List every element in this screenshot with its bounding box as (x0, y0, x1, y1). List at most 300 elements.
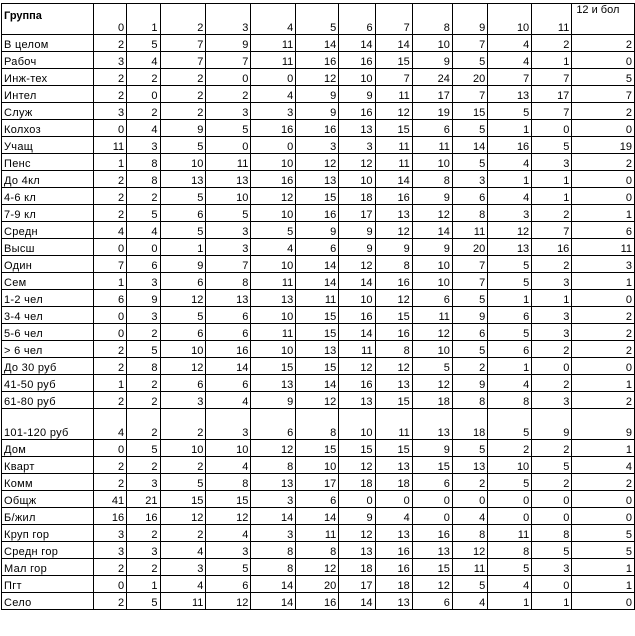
table-row (2, 341, 635, 358)
table-cell: 13 (251, 375, 296, 392)
table-cell: 12 (412, 205, 452, 222)
table-cell: 13 (375, 457, 412, 474)
table-cell: 16 (206, 341, 251, 358)
column-header: 12 и бол (572, 4, 635, 35)
table-cell: 15 (339, 440, 375, 457)
table-cell: 1 (160, 239, 206, 256)
table-cell: 16 (251, 171, 296, 188)
table-cell: 2 (160, 103, 206, 120)
table-cell: 15 (412, 559, 452, 576)
column-header: 11 (532, 4, 572, 35)
table-cell: 10 (412, 256, 452, 273)
table-cell: 2 (572, 341, 635, 358)
table-cell: 11 (452, 559, 487, 576)
table-cell: 7 (206, 256, 251, 273)
table-cell: 10 (339, 290, 375, 307)
table-cell: 11 (375, 409, 412, 440)
table-cell: 13 (160, 171, 206, 188)
table-cell: 7 (532, 222, 572, 239)
row-label: > 6 чел (2, 341, 94, 358)
row-label: Колхоз (2, 120, 94, 137)
table-cell: 16 (375, 188, 412, 205)
table-row (2, 392, 635, 409)
table-cell: 11 (160, 593, 206, 610)
table-row (2, 508, 635, 525)
table-cell: 0 (127, 86, 160, 103)
row-label: Общж (2, 491, 94, 508)
table-cell: 5 (572, 542, 635, 559)
table-cell: 3 (532, 273, 572, 290)
table-cell: 12 (339, 457, 375, 474)
table-cell: 12 (412, 375, 452, 392)
row-label: Сем (2, 273, 94, 290)
table-cell: 5 (452, 154, 487, 171)
table-cell: 4 (488, 188, 532, 205)
row-label: Б/жил (2, 508, 94, 525)
table-cell: 3 (93, 103, 126, 120)
table-row (2, 273, 635, 290)
table-cell: 14 (296, 256, 339, 273)
table-cell: 0 (412, 508, 452, 525)
table-row (2, 137, 635, 154)
table-cell: 2 (572, 307, 635, 324)
table-cell: 15 (375, 440, 412, 457)
row-label: Высш (2, 239, 94, 256)
table-cell: 20 (452, 239, 487, 256)
table-cell: 3 (488, 205, 532, 222)
table-cell: 2 (532, 205, 572, 222)
column-header: 4 (251, 4, 296, 35)
row-label: Кварт (2, 457, 94, 474)
table-cell: 0 (93, 324, 126, 341)
table-cell: 11 (488, 525, 532, 542)
table-cell: 19 (412, 103, 452, 120)
table-cell: 14 (251, 576, 296, 593)
table-cell: 8 (375, 256, 412, 273)
table-cell: 4 (452, 508, 487, 525)
table-cell: 4 (127, 52, 160, 69)
table-cell: 13 (339, 542, 375, 559)
table-cell: 16 (532, 239, 572, 256)
table-cell: 2 (127, 103, 160, 120)
table-row (2, 103, 635, 120)
table-cell: 1 (488, 593, 532, 610)
table-cell: 3 (452, 171, 487, 188)
table-cell: 2 (206, 86, 251, 103)
table-cell: 5 (488, 559, 532, 576)
row-label: До 30 руб (2, 358, 94, 375)
row-label: Один (2, 256, 94, 273)
row-label: 7-9 кл (2, 205, 94, 222)
table-cell: 2 (572, 35, 635, 52)
table-cell: 0 (532, 508, 572, 525)
table-cell: 13 (251, 474, 296, 491)
table-cell: 2 (452, 358, 487, 375)
table-row (2, 52, 635, 69)
row-label: Пенс (2, 154, 94, 171)
table-cell: 1 (532, 52, 572, 69)
table-cell: 0 (572, 52, 635, 69)
table-cell: 16 (375, 324, 412, 341)
table-cell: 10 (412, 273, 452, 290)
table-cell: 14 (452, 137, 487, 154)
table-cell: 4 (251, 86, 296, 103)
group-column-header: Группа (2, 4, 94, 35)
table-row (2, 290, 635, 307)
table-cell: 0 (532, 358, 572, 375)
table-cell: 4 (93, 222, 126, 239)
table-row (2, 239, 635, 256)
table-cell: 3 (93, 525, 126, 542)
table-cell: 3 (127, 137, 160, 154)
table-cell: 8 (375, 341, 412, 358)
table-cell: 7 (452, 256, 487, 273)
table-cell: 11 (375, 137, 412, 154)
header-row (2, 4, 635, 35)
table-cell: 1 (572, 576, 635, 593)
table-cell: 10 (251, 256, 296, 273)
table-cell: 9 (160, 256, 206, 273)
table-cell: 7 (93, 256, 126, 273)
table-cell: 3 (532, 324, 572, 341)
table-cell: 5 (127, 205, 160, 222)
table-cell: 9 (572, 409, 635, 440)
table-cell: 2 (532, 375, 572, 392)
table-cell: 10 (251, 205, 296, 222)
table-cell: 0 (93, 120, 126, 137)
table-cell: 3 (532, 154, 572, 171)
table-cell: 5 (488, 324, 532, 341)
table-cell: 19 (572, 137, 635, 154)
table-cell: 12 (452, 542, 487, 559)
row-label: 61-80 руб (2, 392, 94, 409)
table-cell: 24 (412, 69, 452, 86)
table-cell: 18 (339, 474, 375, 491)
row-label: В целом (2, 35, 94, 52)
table-row (2, 491, 635, 508)
table-cell: 6 (127, 256, 160, 273)
table-cell: 11 (412, 137, 452, 154)
table-cell: 5 (127, 341, 160, 358)
table-cell: 2 (572, 474, 635, 491)
table-cell: 14 (206, 358, 251, 375)
table-cell: 0 (532, 576, 572, 593)
table-cell: 14 (339, 593, 375, 610)
table-cell: 8 (251, 457, 296, 474)
table-cell: 6 (412, 474, 452, 491)
row-label: Интел (2, 86, 94, 103)
table-row (2, 154, 635, 171)
table-cell: 7 (532, 103, 572, 120)
table-cell: 2 (127, 375, 160, 392)
table-cell: 8 (412, 171, 452, 188)
table-cell: 4 (375, 508, 412, 525)
table-cell: 11 (93, 137, 126, 154)
table-cell: 12 (339, 154, 375, 171)
table-cell: 11 (339, 341, 375, 358)
table-cell: 16 (93, 508, 126, 525)
table-cell: 1 (532, 171, 572, 188)
table-cell: 16 (339, 52, 375, 69)
table-cell: 17 (412, 86, 452, 103)
table-cell: 11 (251, 35, 296, 52)
table-cell: 6 (206, 307, 251, 324)
table-cell: 4 (160, 542, 206, 559)
table-cell: 12 (160, 358, 206, 375)
table-cell: 3 (206, 542, 251, 559)
table-cell: 9 (339, 86, 375, 103)
table-cell: 6 (488, 341, 532, 358)
table-cell: 15 (296, 324, 339, 341)
table-row (2, 188, 635, 205)
table-cell: 16 (375, 542, 412, 559)
table-cell: 2 (93, 171, 126, 188)
table-cell: 0 (572, 593, 635, 610)
column-header: 8 (412, 4, 452, 35)
table-cell: 12 (206, 593, 251, 610)
table-cell: 0 (572, 491, 635, 508)
table-cell: 1 (572, 559, 635, 576)
table-cell: 12 (339, 256, 375, 273)
table-cell: 0 (572, 358, 635, 375)
table-cell: 3 (160, 392, 206, 409)
table-cell: 3 (93, 52, 126, 69)
table-cell: 2 (127, 525, 160, 542)
table-cell: 0 (452, 491, 487, 508)
column-header: 6 (339, 4, 375, 35)
table-cell: 11 (251, 324, 296, 341)
table-cell: 14 (339, 324, 375, 341)
table-cell: 4 (488, 375, 532, 392)
table-cell: 15 (296, 440, 339, 457)
table-cell: 5 (488, 273, 532, 290)
table-cell: 8 (206, 273, 251, 290)
row-label: Круп гор (2, 525, 94, 542)
table-cell: 2 (127, 69, 160, 86)
table-body (2, 35, 635, 610)
table-cell: 10 (412, 341, 452, 358)
table-cell: 16 (296, 52, 339, 69)
table-cell: 2 (160, 409, 206, 440)
table-cell: 5 (160, 137, 206, 154)
table-cell: 2 (160, 69, 206, 86)
table-cell: 2 (93, 457, 126, 474)
table-cell: 5 (452, 576, 487, 593)
table-cell: 18 (339, 188, 375, 205)
table-cell: 10 (339, 69, 375, 86)
table-cell: 7 (452, 35, 487, 52)
table-cell: 3 (296, 137, 339, 154)
table-cell: 2 (127, 188, 160, 205)
table-cell: 9 (251, 392, 296, 409)
table-cell: 7 (488, 69, 532, 86)
table-row (2, 256, 635, 273)
table-cell: 41 (93, 491, 126, 508)
table-cell: 5 (160, 474, 206, 491)
table-cell: 6 (452, 188, 487, 205)
table-cell: 20 (452, 69, 487, 86)
table-cell: 10 (206, 188, 251, 205)
table-cell: 4 (93, 409, 126, 440)
table-cell: 13 (452, 457, 487, 474)
table-cell: 0 (206, 137, 251, 154)
table-header (2, 4, 635, 35)
table-cell: 2 (160, 457, 206, 474)
table-row (2, 171, 635, 188)
table-cell: 5 (160, 188, 206, 205)
table-cell: 8 (251, 559, 296, 576)
table-cell: 1 (572, 440, 635, 457)
table-cell: 5 (206, 120, 251, 137)
table-cell: 3 (127, 273, 160, 290)
table-cell: 3 (251, 525, 296, 542)
table-cell: 5 (452, 52, 487, 69)
table-cell: 13 (488, 86, 532, 103)
table-cell: 2 (93, 593, 126, 610)
table-cell: 9 (412, 440, 452, 457)
table-cell: 12 (375, 358, 412, 375)
table-cell: 0 (93, 307, 126, 324)
table-cell: 0 (572, 120, 635, 137)
row-label: 101-120 руб (2, 409, 94, 440)
table-row (2, 440, 635, 457)
table-cell: 9 (296, 86, 339, 103)
table-cell: 6 (160, 205, 206, 222)
table-cell: 11 (251, 273, 296, 290)
table-cell: 12 (412, 576, 452, 593)
table-cell: 17 (339, 205, 375, 222)
table-cell: 21 (127, 491, 160, 508)
table-cell: 5 (488, 474, 532, 491)
table-cell: 12 (375, 103, 412, 120)
table-cell: 3 (127, 542, 160, 559)
table-cell: 4 (251, 239, 296, 256)
table-cell: 12 (206, 508, 251, 525)
table-cell: 13 (339, 120, 375, 137)
table-cell: 1 (93, 375, 126, 392)
table-cell: 15 (160, 491, 206, 508)
table-cell: 2 (93, 188, 126, 205)
table-row (2, 86, 635, 103)
table-cell: 14 (375, 35, 412, 52)
table-cell: 12 (160, 290, 206, 307)
table-cell: 0 (206, 69, 251, 86)
table-cell: 12 (339, 525, 375, 542)
row-label: Мал гор (2, 559, 94, 576)
table-cell: 15 (375, 120, 412, 137)
table-cell: 0 (251, 137, 296, 154)
table-cell: 0 (93, 440, 126, 457)
table-cell: 12 (251, 188, 296, 205)
column-header: 7 (375, 4, 412, 35)
table-cell: 9 (412, 239, 452, 256)
table-cell: 3 (532, 392, 572, 409)
table-cell: 4 (572, 457, 635, 474)
table-cell: 16 (251, 120, 296, 137)
table-cell: 6 (452, 324, 487, 341)
table-cell: 4 (452, 593, 487, 610)
table-row (2, 375, 635, 392)
table-cell: 16 (339, 103, 375, 120)
table-cell: 4 (488, 35, 532, 52)
table-cell: 9 (339, 239, 375, 256)
table-cell: 0 (251, 69, 296, 86)
table-cell: 0 (572, 508, 635, 525)
row-label: Учащ (2, 137, 94, 154)
table-cell: 16 (375, 559, 412, 576)
table-cell: 9 (412, 188, 452, 205)
table-cell: 12 (375, 290, 412, 307)
table-cell: 11 (296, 290, 339, 307)
column-header: 3 (206, 4, 251, 35)
table-cell: 4 (160, 576, 206, 593)
table-cell: 2 (127, 559, 160, 576)
table-cell: 12 (375, 222, 412, 239)
table-cell: 6 (412, 290, 452, 307)
table-cell: 3 (206, 222, 251, 239)
table-cell: 2 (93, 559, 126, 576)
table-cell: 0 (375, 491, 412, 508)
row-label: Служ (2, 103, 94, 120)
table-row (2, 358, 635, 375)
table-cell: 2 (532, 341, 572, 358)
table-cell: 2 (572, 324, 635, 341)
table-cell: 1 (488, 171, 532, 188)
table-cell: 12 (160, 508, 206, 525)
table-cell: 2 (532, 474, 572, 491)
table-cell: 8 (251, 542, 296, 559)
table-cell: 2 (127, 457, 160, 474)
table-cell: 1 (488, 290, 532, 307)
table-cell: 3 (160, 559, 206, 576)
table-cell: 2 (572, 154, 635, 171)
table-cell: 5 (127, 35, 160, 52)
table-row (2, 559, 635, 576)
row-label: Комм (2, 474, 94, 491)
column-header: 1 (127, 4, 160, 35)
table-cell: 12 (296, 559, 339, 576)
table-cell: 8 (452, 205, 487, 222)
table-cell: 0 (93, 239, 126, 256)
table-cell: 10 (412, 154, 452, 171)
table-cell: 16 (127, 508, 160, 525)
table-cell: 11 (296, 525, 339, 542)
table-row (2, 525, 635, 542)
table-cell: 15 (375, 52, 412, 69)
table-cell: 5 (251, 222, 296, 239)
table-cell: 15 (206, 491, 251, 508)
table-cell: 2 (572, 392, 635, 409)
table-cell: 8 (532, 525, 572, 542)
table-cell: 16 (339, 375, 375, 392)
table-cell: 11 (572, 239, 635, 256)
table-cell: 2 (93, 86, 126, 103)
table-cell: 13 (296, 171, 339, 188)
row-label: 41-50 руб (2, 375, 94, 392)
table-row (2, 542, 635, 559)
table-cell: 16 (296, 120, 339, 137)
table-cell: 9 (375, 239, 412, 256)
table-cell: 13 (412, 542, 452, 559)
table-cell: 17 (339, 576, 375, 593)
table-cell: 5 (452, 341, 487, 358)
table-cell: 15 (375, 392, 412, 409)
table-row (2, 474, 635, 491)
row-label: Рабоч (2, 52, 94, 69)
table-cell: 16 (375, 273, 412, 290)
table-cell: 11 (375, 154, 412, 171)
table-cell: 6 (251, 409, 296, 440)
